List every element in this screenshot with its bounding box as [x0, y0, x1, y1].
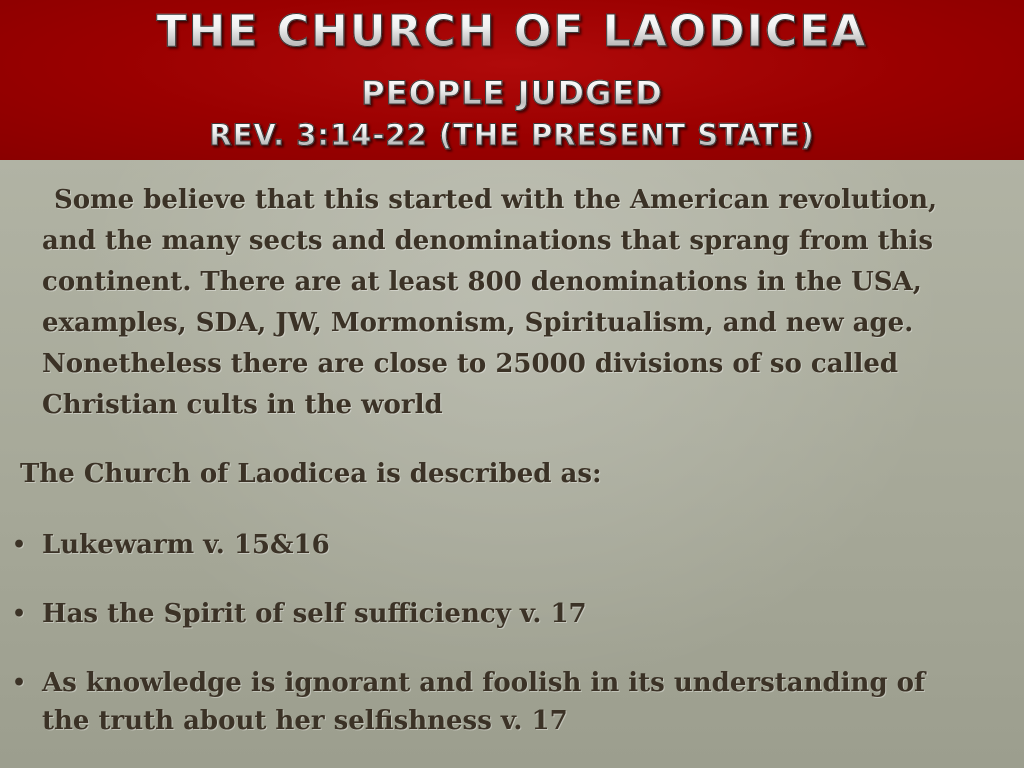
intro-paragraph: Some believe that this started with the American revolution, and the many sects and denominations that sprang from this continent. There are at least 800 denominations in the USA, examples, SDA, JW, Mormonism, Spiritualism, and new age. Nonetheless there are close to 25000 divisions of so called Christian cults in the world — [42, 185, 938, 420]
bullet-marker: • — [12, 670, 27, 696]
bullet-item — [12, 664, 972, 740]
slide-content — [0, 160, 1024, 768]
slide-subtitle: PEOPLE JUDGED — [0, 74, 1024, 112]
scripture-reference: REV. 3:14-22 (THE PRESENT STATE) — [0, 118, 1024, 152]
bullet-text: Has the Spirit of self sufficiency v. 17 — [42, 599, 587, 629]
bullet-text: As knowledge is ignorant and foolish in its understanding of the truth about her selfishness v. 17 — [42, 668, 926, 736]
bullet-marker: • — [12, 601, 27, 627]
slide-title: THE CHURCH OF LAODICEA — [0, 6, 1024, 57]
slide-header — [0, 0, 1024, 160]
bullet-marker: • — [12, 532, 27, 558]
described-as-heading: The Church of Laodicea is described as: — [20, 459, 602, 489]
bullet-text: Lukewarm v. 15&16 — [42, 530, 330, 560]
bullet-item — [12, 594, 972, 635]
bullet-item — [12, 525, 972, 566]
